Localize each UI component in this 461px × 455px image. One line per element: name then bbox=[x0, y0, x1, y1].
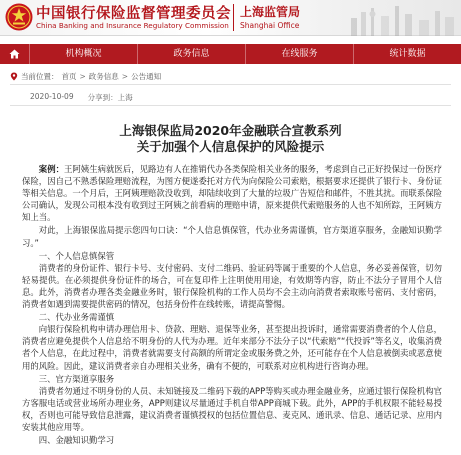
case-text: 王阿姨生病就医后，见路边有人在推销代办各类保险相关业务的服务，考虑到自己正好投保过一份医疗保险，因自己不熟悉保险理赔流程，为图方便遂委托对方代为向保险公司索赔，根据要求还提供了银行卡、身份证等相关信息。一个月后，王阿姨理赔款没收到，却陆续收到了大量的垃圾广告短信和邮件，不胜其扰。而联系保险公司确认，发现公司根本没有收到过王阿姨之前看病的理赔申请，原来提供代索赔服务的人也不知所踪，王阿姨方知上当。 bbox=[22, 164, 442, 223]
publish-date: 2020-10-09 bbox=[30, 92, 74, 101]
article-meta bbox=[30, 92, 133, 103]
section-heading: 三、官方渠道享服务 bbox=[38, 373, 115, 384]
breadcrumb-home[interactable]: 首页 bbox=[61, 72, 77, 81]
org-name-cn: 中国银行保险监督管理委员会 bbox=[36, 6, 231, 22]
divider bbox=[10, 84, 451, 85]
nav-item-online-service[interactable]: 在线服务 bbox=[246, 44, 354, 64]
branch-name-cn: 上海监管局 bbox=[240, 5, 301, 19]
org-name-en: China Banking and Insurance Regulatory Commission bbox=[36, 21, 229, 30]
header-divider bbox=[233, 4, 234, 31]
nav-item-about[interactable]: 机构概况 bbox=[30, 44, 138, 64]
breadcrumb-prefix: 当前位置： bbox=[21, 72, 59, 81]
branch-name-en: Shanghai Office bbox=[240, 21, 300, 30]
main-nav bbox=[0, 44, 461, 64]
nav-home-button[interactable] bbox=[0, 44, 30, 64]
case-label: 案例： bbox=[38, 164, 64, 174]
location-pin-icon bbox=[10, 72, 18, 81]
article-title-line1: 上海银保监局2020年金融联合宣教系列 bbox=[119, 123, 342, 138]
breadcrumb-gov-info[interactable]: 政务信息 bbox=[88, 72, 119, 81]
site-header bbox=[0, 0, 461, 36]
cbirc-emblem-icon bbox=[4, 2, 34, 32]
section-heading: 二、代办业务需谨慎 bbox=[38, 312, 115, 323]
section-heading: 四、金融知识勤学习 bbox=[38, 435, 115, 446]
intro-paragraph: 对此，上海银保监局提示您四句口诀：“个人信息慎保管，代办业务需谨慎，官方渠道享服务，金融知识勤学习。” bbox=[22, 225, 442, 248]
home-icon bbox=[9, 49, 20, 59]
section-text: 向银行保险机构申请办理信用卡、贷款、理赔、退保等业务，甚至提出投诉时，通常需要消费者的个人信息，消费者应避免提供个人信息给不明身份的人代为办理。近年来部分不法分子以“代索赔”“代投诉”等名义，收集消费者个人信息，在此过程中，消费者就需要支付高额的所谓定金或服务费之外，还可能存在个人信息被倒卖或恶意使用的风险。因此，建议消费者亲自办理相关业务，确有不便的，可联系对应机构进行咨询办理。 bbox=[22, 324, 442, 371]
breadcrumb-separator: > bbox=[121, 72, 129, 81]
case-paragraph bbox=[22, 163, 442, 223]
section-heading: 一、个人信息慎保管 bbox=[38, 250, 115, 261]
divider bbox=[10, 105, 451, 106]
breadcrumb bbox=[10, 71, 161, 82]
breadcrumb-notices[interactable]: 公告通知 bbox=[131, 72, 162, 81]
breadcrumb-separator: > bbox=[79, 72, 86, 81]
section-text: 消费者的身份证件、银行卡号、支付密码、支付二维码、验证码等属于重要的个人信息，务必妥善保管，切勿轻易提供。在必须提供身份证件的场合，可在复印件上注明使用用途，有效期等内容，防止不法分子冒用个人信息。此外，消费者办理各类金融业务时，银行保险机构的工作人员均不会主动向消费者索取账号密码、支付密码，消费者如遇到需要提供密码的情况，包括身份件在线转账，请提高警惕。 bbox=[22, 262, 442, 310]
nav-item-statistics[interactable]: 统计数据 bbox=[389, 49, 426, 59]
article-body bbox=[22, 163, 442, 446]
article-title-line2: 关于加强个人信息保护的风险提示 bbox=[136, 139, 325, 154]
section-text: 消费者勿通过不明身份的人员、未知链接及二维码下载的APP等购买或办理金融业务，应通过银行保险机构官方客服电话或营业场所办理业务，APP则建议尽量通过手机自带APP商城下载。此外，APP的手机权限不能轻易授权，否则也可能导致信息泄露，建议消费者谨慎授权的包括位置信息、麦克风、通讯录、信息、通话记录、应用内安装其他应用等。 bbox=[22, 385, 442, 432]
share-source[interactable]: 分享到：上海 bbox=[87, 93, 133, 102]
nav-item-gov-info[interactable]: 政务信息 bbox=[138, 44, 246, 64]
skyline-decoration bbox=[341, 0, 461, 36]
